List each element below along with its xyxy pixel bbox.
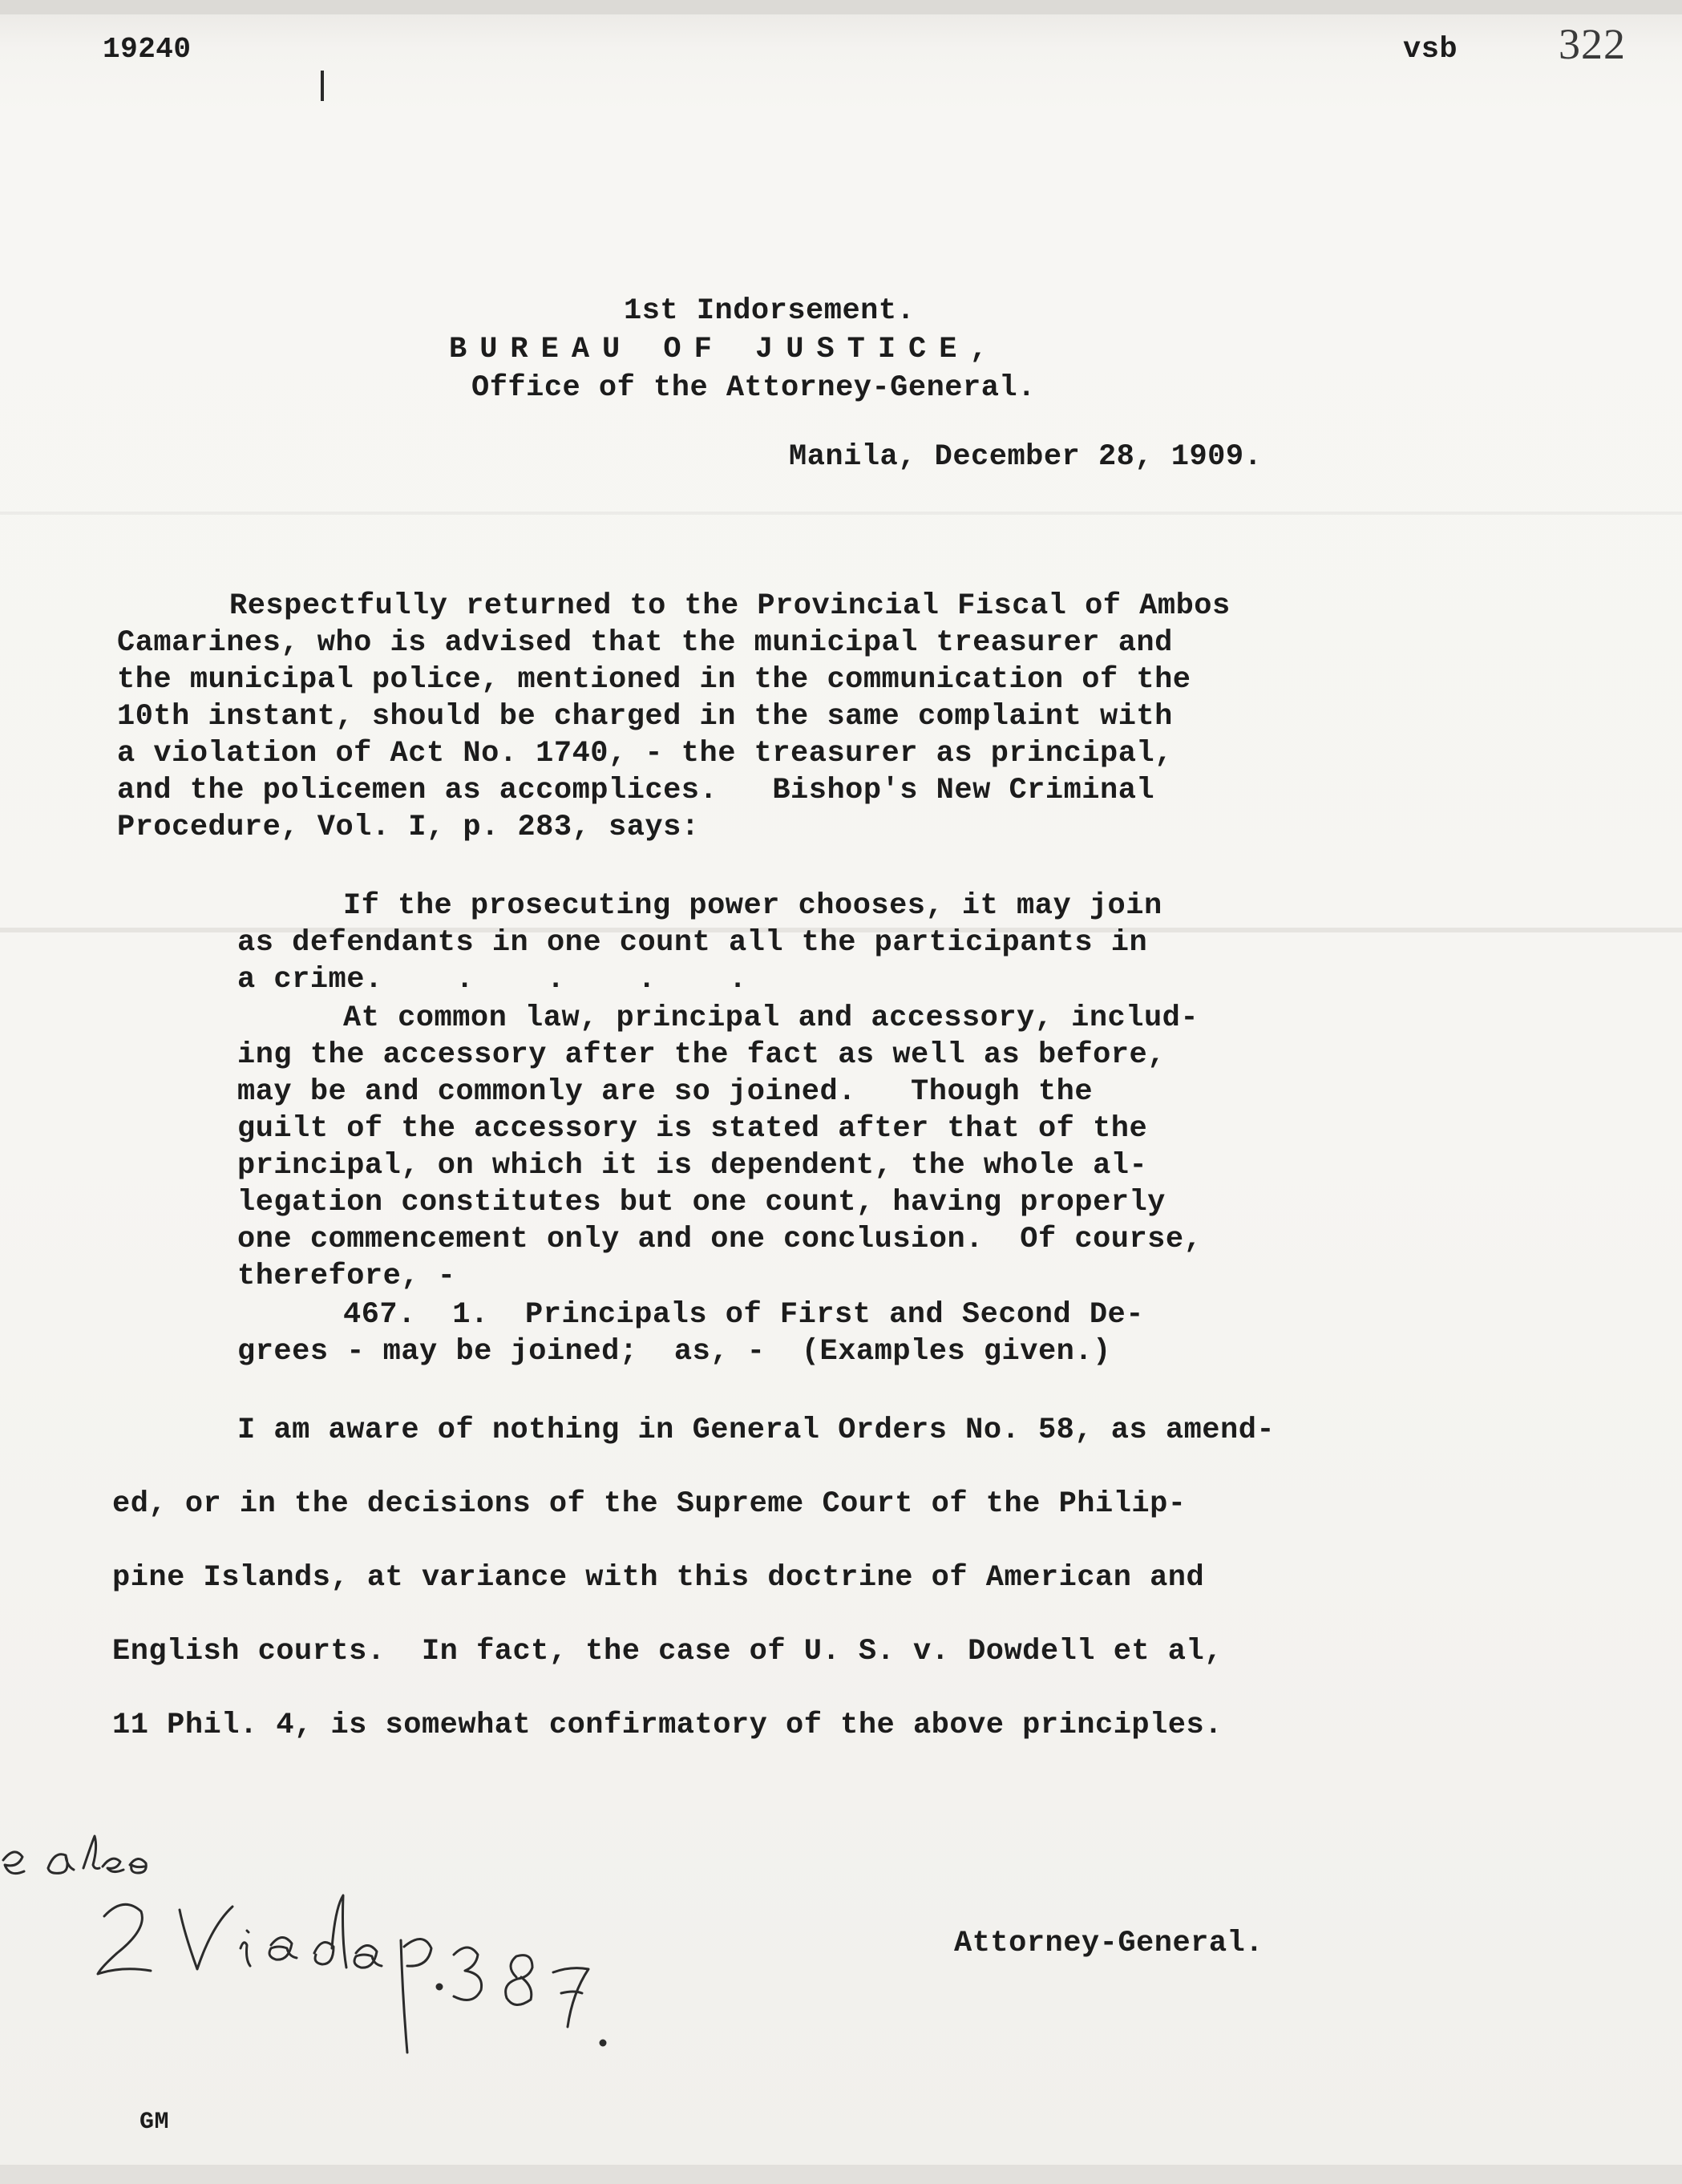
quote-line: ing the accessory after the fact as well as before, (237, 1038, 1166, 1072)
quote-line: one commencement only and one conclusion. Of course, (237, 1223, 1203, 1256)
bureau-heading: BUREAU OF JUSTICE, (449, 333, 1001, 366)
page-number-stamp: 322 (1559, 20, 1626, 68)
quote-line: grees - may be joined; as, - (Examples given.) (237, 1335, 1111, 1369)
paragraph-line: and the policemen as accomplices. Bishop's New Criminal (117, 774, 1155, 807)
indorsement-heading: 1st Indorsement. (624, 294, 916, 328)
closing-line: I am aware of nothing in General Orders No. 58, as amend- (237, 1414, 1276, 1447)
quote-line: If the prosecuting power chooses, it may join (343, 889, 1162, 923)
paragraph-line: the municipal police, mentioned in the communication of the (117, 663, 1191, 697)
quote-line: therefore, - (237, 1260, 456, 1293)
paragraph-line: Respectfully returned to the Provincial Fiscal of Ambos (229, 589, 1231, 623)
paragraph-line: 10th instant, should be charged in the same complaint with (117, 700, 1173, 734)
typist-initials: vsb (1403, 33, 1458, 67)
quote-line: as defendants in one count all the participants in (237, 926, 1148, 960)
dateline: Manila, December 28, 1909. (789, 440, 1263, 474)
quote-line: legation constitutes but one count, having properly (237, 1186, 1166, 1219)
quote-line: may be and commonly are so joined. Though the (237, 1075, 1094, 1109)
handwritten-note-drawing (0, 1820, 722, 2085)
quote-line: a crime. . . . . (237, 963, 747, 997)
closing-line: 11 Phil. 4, is somewhat confirmatory of the above principles. (112, 1709, 1223, 1742)
closing-line: ed, or in the decisions of the Supreme Court of the Philip- (112, 1487, 1187, 1521)
paragraph-line: a violation of Act No. 1740, - the treasurer as principal, (117, 737, 1173, 770)
quote-line: At common law, principal and accessory, includ- (343, 1001, 1199, 1035)
quote-line: guilt of the accessory is stated after that of the (237, 1112, 1148, 1146)
quote-line: 467. 1. Principals of First and Second De- (343, 1298, 1144, 1332)
closing-line: English courts. In fact, the case of U. S. v. Dowdell et al, (112, 1635, 1223, 1668)
quote-line: principal, on which it is dependent, the whole al- (237, 1149, 1148, 1183)
paragraph-line: Procedure, Vol. I, p. 283, says: (117, 811, 700, 844)
margin-mark (321, 71, 324, 101)
signature-title: Attorney-General. (954, 1927, 1264, 1960)
file-number: 19240 (103, 33, 192, 66)
paragraph-line: Camarines, who is advised that the municipal treasurer and (117, 626, 1173, 660)
office-heading: Office of the Attorney-General. (471, 371, 1036, 405)
closing-line: pine Islands, at variance with this doctrine of American and (112, 1561, 1205, 1595)
footer-initials: GM (139, 2109, 170, 2136)
